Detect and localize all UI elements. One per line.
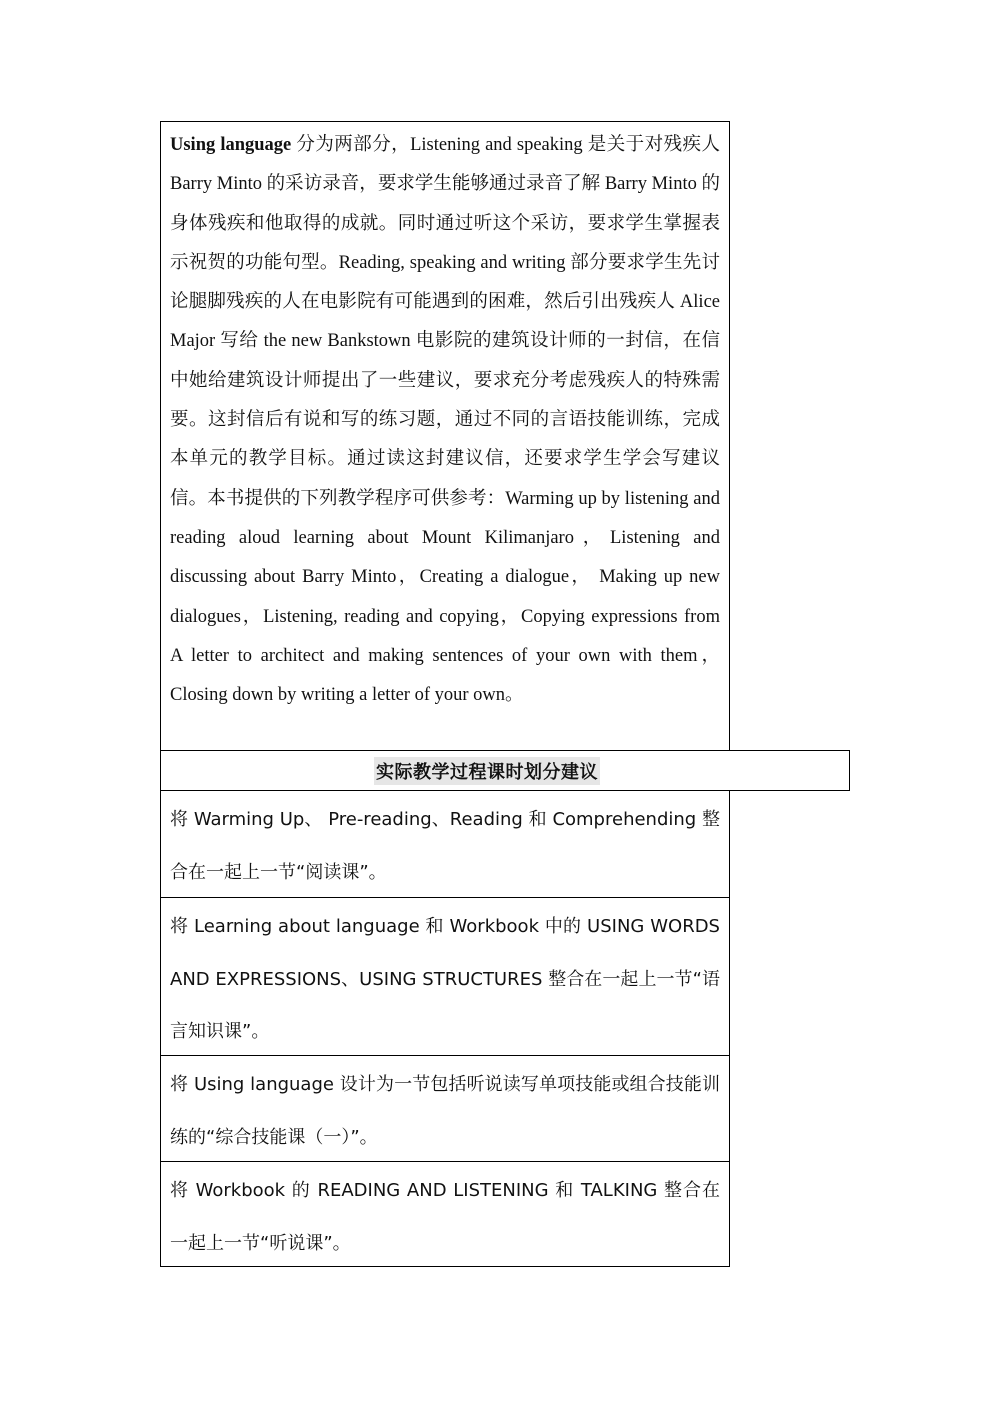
overview-paragraph: 分为两部分，Listening and speaking 是关于对残疾人 Barry Minto 的采访录音，要求学生能够通过录音了解 Barry Minto 的身体残疾和他取得的成就。同时通过听这个采访，要求学生掌握表示祝贺的功能句型。Reading, speaking and writing 部分要求学生先讨论腿脚残疾的人在电影院有可能遇到的困难，然后引出残疾人 Alice Major 写给 the new Bankstown 电影院的建筑设计师的一封信，在信中她给建筑设计师提出了一些建议，要求充分考虑残疾人的特殊需要。这封信后有说和写的练习题，通过不同的言语技能训练，完成本单元的教学目标。通过读这封建议信，还要求学生学会写建议信。本书提供的下列教学程序可供参考：Warming up by listening and reading aloud learning about Mount Kilimanjaro，Listening and discussing about Barry Minto，Creating a dialogue， Making up new dialogues，Listening, reading and copying，Copying expressions from A letter to architect and making sentences of your own with them，Closing down by writing a letter of your own。 (170, 135, 721, 706)
schedule-header-title: 实际教学过程课时划分建议 (374, 757, 600, 785)
suggestion-text: 将 Workbook 的 READING AND LISTENING 和 TALKING 整合在一起上一节“听说课”。 (170, 1180, 720, 1254)
overview-lead-term: Using language (170, 135, 292, 155)
suggestion-text: 将 Learning about language 和 Workbook 中的 USING WORDS AND EXPRESSIONS、USING STRUCTURES 整合在一起上一节“语言知识课”。 (170, 916, 720, 1042)
suggestion-text: 将 Using language 设计为一节包括听说读写单项技能或组合技能训练的“综合技能课（一）”。 (170, 1074, 720, 1148)
suggestion-cell-reading-lesson (160, 790, 730, 898)
suggestion-cell-integrated-skills-lesson (160, 1055, 730, 1162)
unit-overview-cell (160, 121, 730, 751)
suggestion-cell-listening-speaking-lesson (160, 1161, 730, 1267)
schedule-header-cell (160, 750, 850, 791)
suggestion-text: 将 Warming Up、 Pre-reading、Reading 和 Comprehending 整合在一起上一节“阅读课”。 (170, 809, 720, 883)
suggestion-cell-language-lesson (160, 897, 730, 1056)
